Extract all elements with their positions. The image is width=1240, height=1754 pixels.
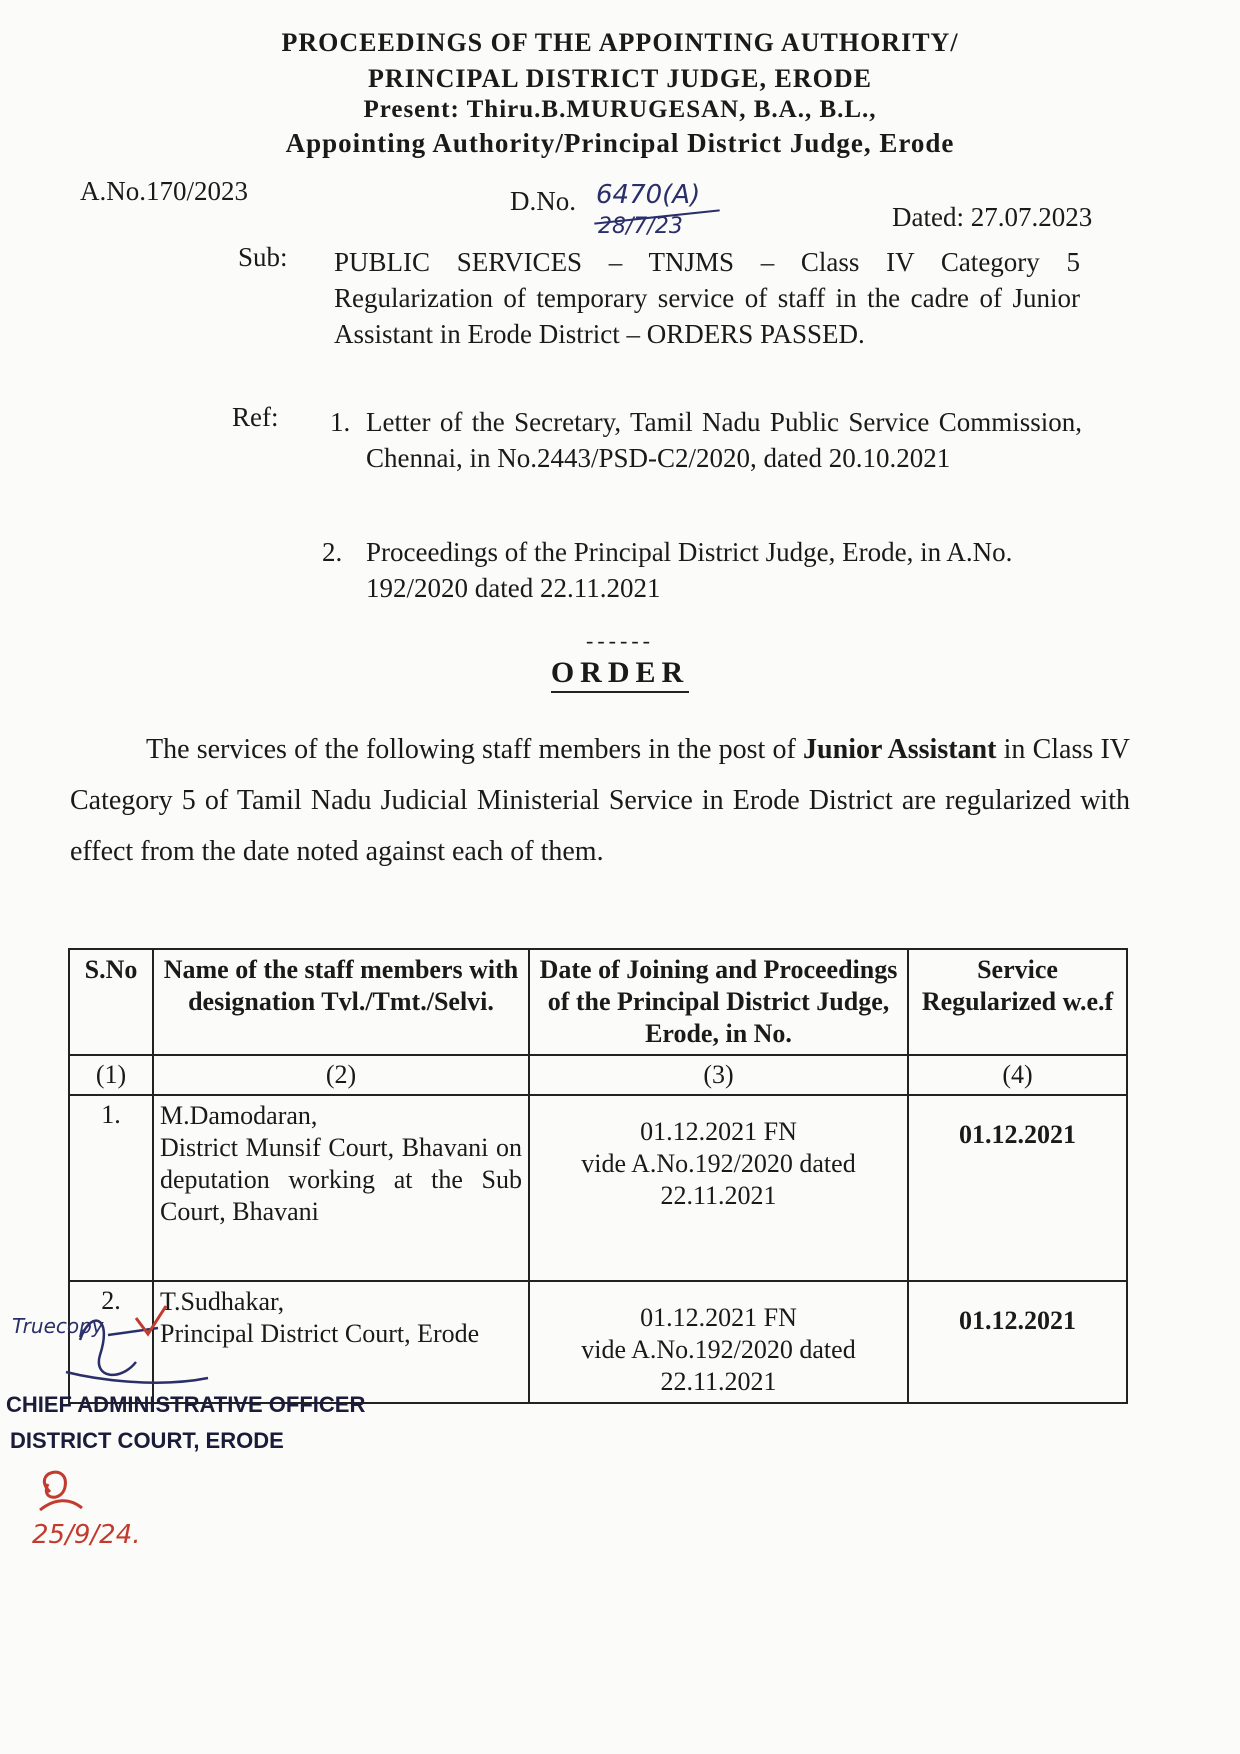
initials-scribble-icon [10, 1462, 100, 1522]
staff-name: T.Sudhakar, [160, 1287, 285, 1316]
row-joining [529, 1281, 908, 1403]
header-name: Name of the staff members with designation Tvl./Tmt./Selvi. [153, 949, 529, 1055]
dispatch-number-label: D.No. [510, 186, 576, 216]
stamp-line-2: DISTRICT COURT, ERODE [10, 1428, 284, 1453]
col-num-1: (1) [69, 1055, 153, 1095]
col-num-4: (4) [908, 1055, 1127, 1095]
regularized-date: 01.12.2021 [959, 1306, 1076, 1335]
attestation-date-handwritten: 25/9/24. [32, 1520, 141, 1550]
order-paragraph-start: The services of the following staff members in the post of [146, 734, 804, 765]
section-divider: ------ [586, 628, 654, 653]
regularized-date: 01.12.2021 [959, 1120, 1076, 1149]
row-sno: 2. [69, 1281, 153, 1403]
row-wef [908, 1281, 1127, 1403]
initials-scribble [10, 1462, 100, 1527]
reference-1-text: Letter of the Secretary, Tamil Nadu Public Service Commission, Chennai, in No.2443/PSD-C2/2020, dated 20.10.2021 [366, 407, 1082, 473]
header-line-1: PROCEEDINGS OF THE APPOINTING AUTHORITY/ [281, 28, 959, 57]
subject-label: Sub: [238, 242, 288, 272]
reference-2-number: 2. [322, 537, 343, 567]
subject-text: PUBLIC SERVICES – TNJMS – Class IV Category 5 Regularization of temporary service of staff in the cadre of Junior Assistant in Erode District – ORDERS PASSED. [334, 247, 1080, 349]
header-line-2: PRINCIPAL DISTRICT JUDGE, ERODE [368, 64, 872, 93]
table-row [69, 1095, 1127, 1281]
joining-proceedings: vide A.No.192/2020 dated 22.11.2021 [581, 1149, 856, 1210]
reference-label: Ref: [232, 402, 279, 432]
row-staff [153, 1095, 529, 1281]
header-sno: S.No [69, 949, 153, 1055]
header-wef: Service Regularized w.e.f [908, 949, 1127, 1055]
reference-1-number: 1. [330, 407, 351, 437]
stamp-line-1: CHIEF ADMINISTRATIVE OFFICER [6, 1392, 366, 1417]
header-line-4: Appointing Authority/Principal District Judge, Erode [285, 128, 955, 158]
truecopy-handwritten: Truecopy [12, 1314, 104, 1338]
staff-designation: Principal District Court, Erode [160, 1319, 480, 1348]
order-paragraph [70, 724, 1130, 877]
order-title-text: ORDER [551, 656, 689, 693]
table-header-row [69, 949, 1127, 1055]
dispatch-date-handwritten: 28/7/23 [598, 214, 683, 239]
order-paragraph-end: in Class IV Category 5 of Tamil Nadu Judicial Ministerial Service in Erode District are regularized with effect from the date noted against each of them. [70, 734, 1131, 867]
row-wef [908, 1095, 1127, 1281]
staff-name: M.Damodaran, [160, 1101, 318, 1130]
header-date: Date of Joining and Proceedings of the Principal District Judge, Erode, in No. [529, 949, 908, 1055]
order-paragraph-post: Junior Assistant [803, 734, 997, 765]
joining-date: 01.12.2021 FN [640, 1303, 797, 1332]
col-num-3: (3) [529, 1055, 908, 1095]
order-date: Dated: 27.07.2023 [892, 202, 1093, 232]
application-number: A.No.170/2023 [80, 176, 248, 206]
staff-designation: District Munsif Court, Bhavani on deputation working at the Sub Court, Bhavani [160, 1133, 522, 1226]
joining-proceedings: vide A.No.192/2020 dated 22.11.2021 [581, 1335, 856, 1396]
column-number-row [69, 1055, 1127, 1095]
header-line-3: Present: Thiru.B.MURUGESAN, B.A., B.L., [363, 96, 877, 123]
reference-2-text: Proceedings of the Principal District Judge, Erode, in A.No. 192/2020 dated 22.11.2021 [366, 537, 1013, 603]
row-sno: 1. [69, 1095, 153, 1281]
joining-date: 01.12.2021 FN [640, 1117, 797, 1146]
order-title [0, 656, 1240, 690]
dispatch-number-handwritten: 6470(A) [596, 180, 701, 210]
row-joining [529, 1095, 908, 1281]
col-num-2: (2) [153, 1055, 529, 1095]
